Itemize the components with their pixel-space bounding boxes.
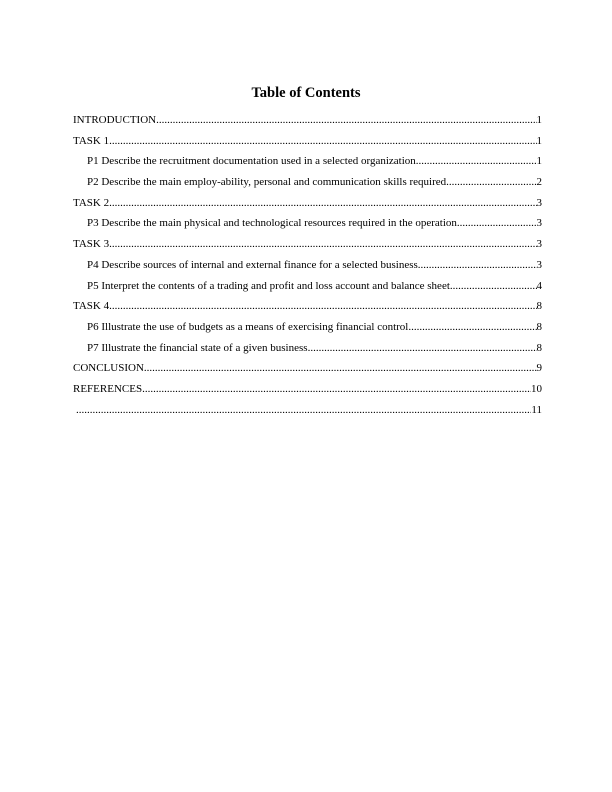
toc-dot-leader — [109, 196, 536, 210]
toc-dot-leader — [416, 154, 537, 168]
toc-entry-task-4[interactable] — [73, 299, 542, 320]
toc-dot-leader — [109, 299, 536, 313]
toc-entry-p5[interactable] — [73, 279, 542, 300]
toc-entry-text: INTRODUCTION — [73, 114, 157, 126]
toc-entry-text: P6 Illustrate the use of budgets as a means of exercising financial control — [87, 320, 409, 333]
toc-dot-leader — [109, 134, 536, 148]
toc-entry-conclusion[interactable] — [73, 361, 542, 382]
toc-entry-text: P2 Describe the main employ-ability, personal and communication skills required — [87, 176, 447, 189]
toc-entry-text: REFERENCES — [73, 382, 143, 395]
toc-dot-leader — [450, 279, 537, 293]
toc-entry-text: P3 Describe the main physical and technological resources required in the operation — [87, 217, 457, 230]
toc-dot-leader — [76, 403, 531, 417]
toc-page-number: 1 — [536, 155, 542, 168]
toc-title: Table of Contents — [251, 85, 361, 101]
toc-page-number: 3 — [536, 217, 542, 230]
toc-page-number: 9 — [536, 362, 542, 375]
toc-page-number: 11 — [531, 403, 542, 416]
toc-entry-p3[interactable] — [73, 216, 542, 237]
toc-page-number: 4 — [536, 279, 542, 292]
toc-entry-text: P7 Illustrate the financial state of a given business — [87, 341, 308, 354]
toc-entry-p2[interactable] — [73, 175, 542, 196]
toc-page-number: 3 — [536, 258, 542, 271]
toc-entry-task-2[interactable] — [73, 196, 542, 217]
toc-page-number: 3 — [536, 238, 542, 251]
toc-dot-leader — [457, 216, 537, 230]
toc-dot-leader — [156, 113, 536, 127]
toc-entry-untitled[interactable] — [73, 403, 542, 424]
toc-entry-p1[interactable] — [73, 154, 542, 175]
toc-dot-leader — [308, 341, 537, 355]
toc-entry-text: TASK 2 — [73, 196, 110, 209]
toc-entry-text: TASK 4 — [73, 300, 110, 313]
toc-dot-leader — [408, 320, 536, 334]
toc-dot-leader — [109, 237, 536, 251]
toc-page-number: 2 — [536, 176, 542, 189]
toc-page-number: 8 — [536, 320, 542, 333]
toc-entry-text: P1 Describe the recruitment documentation used in a selected organization — [87, 155, 416, 168]
toc-dot-leader — [142, 382, 531, 396]
toc-entry-text: P4 Describe sources of internal and external finance for a selected business — [87, 258, 418, 271]
toc-entry-text: CONCLUSION — [73, 362, 144, 375]
toc-entry-p6[interactable] — [73, 320, 542, 341]
toc-dot-leader — [144, 361, 537, 375]
toc-entry-references[interactable] — [73, 382, 542, 403]
toc-entry-task-3[interactable] — [73, 237, 542, 258]
toc-entry-text: TASK 3 — [73, 238, 110, 251]
toc-dot-leader — [418, 258, 537, 272]
toc-entry-p7[interactable] — [73, 341, 542, 362]
toc-entry-text: TASK 1 — [73, 134, 110, 147]
toc-page-number: 10 — [531, 382, 542, 395]
toc-dot-leader — [446, 175, 536, 189]
toc-page-number: 8 — [536, 341, 542, 354]
toc-entry-task-1[interactable] — [73, 134, 542, 155]
toc-entry-text: P5 Interpret the contents of a trading and profit and loss account and balance sheet — [87, 279, 450, 292]
toc-page-number: 3 — [536, 196, 542, 209]
toc-page-number: 8 — [536, 300, 542, 313]
toc-list — [73, 113, 542, 423]
toc-page-number: 1 — [536, 134, 542, 147]
toc-entry-introduction[interactable] — [73, 113, 542, 134]
toc-entry-p4[interactable] — [73, 258, 542, 279]
toc-page-number: 1 — [536, 114, 542, 126]
